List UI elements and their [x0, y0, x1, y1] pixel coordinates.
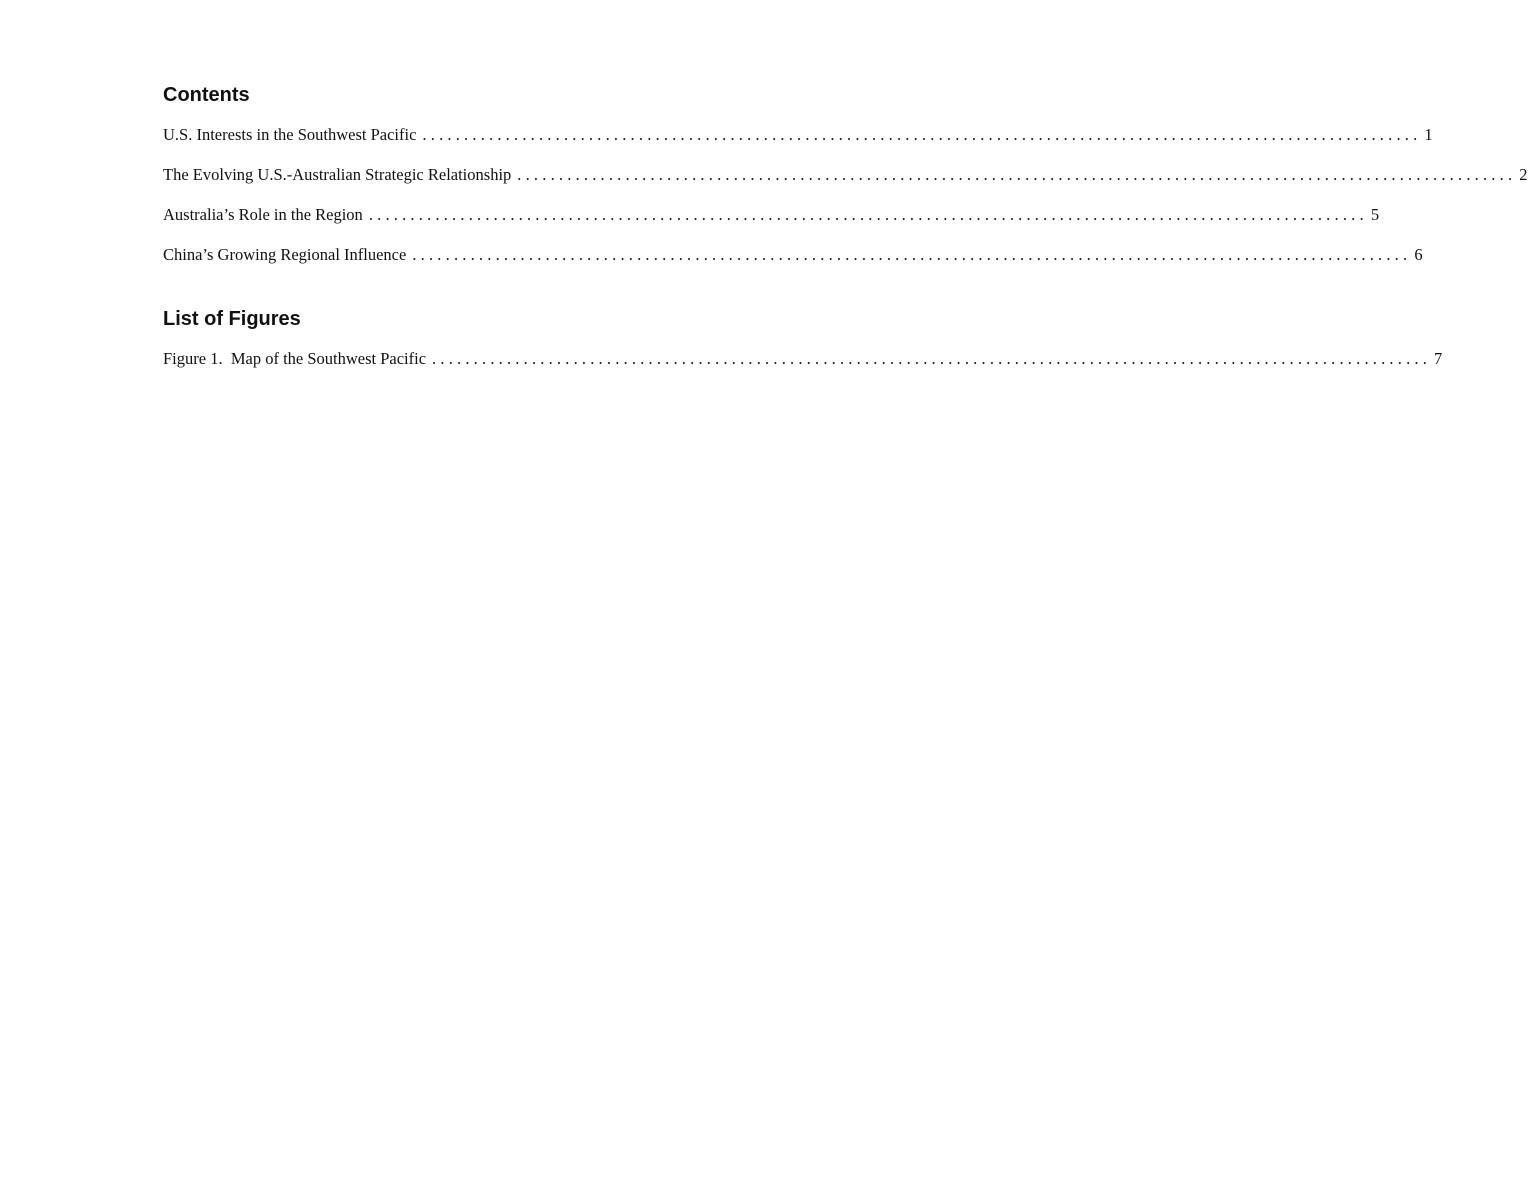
toc-entry-page: 6 — [1414, 245, 1423, 264]
figures-heading: List of Figures — [163, 308, 301, 330]
toc-entry-title: China’s Growing Regional Influence — [163, 245, 407, 264]
toc-entry[interactable] — [163, 165, 1528, 185]
figure-entry-title: Figure 1. Map of the Southwest Pacific — [163, 349, 427, 368]
toc-entry[interactable] — [163, 125, 1433, 145]
figure-entry[interactable] — [163, 349, 1443, 369]
dot-leader: ........................................................................................................................ — [422, 125, 1422, 144]
toc-entry-page: 5 — [1370, 205, 1380, 224]
contents-heading: Contents — [163, 84, 250, 106]
figure-entry-page: 7 — [1434, 349, 1443, 368]
dot-leader: ........................................................................................................................ — [432, 349, 1432, 368]
dot-leader: ........................................................................................................................ — [412, 245, 1412, 264]
contents-list — [163, 125, 1528, 265]
figures-list — [163, 349, 1443, 369]
toc-entry-page: 1 — [1424, 125, 1433, 144]
document-page — [163, 83, 1528, 369]
toc-entry-title: Australia’s Role in the Region — [163, 205, 363, 224]
toc-entry-title: The Evolving U.S.-Australian Strategic Relationship — [163, 165, 512, 184]
toc-entry[interactable] — [163, 205, 1380, 225]
dot-leader: ........................................................................................................................ — [368, 205, 1368, 224]
toc-entry-title: U.S. Interests in the Southwest Pacific — [163, 125, 417, 144]
dot-leader: ........................................................................................................................ — [517, 165, 1517, 184]
toc-entry-page: 2 — [1519, 165, 1528, 184]
toc-entry[interactable] — [163, 245, 1423, 265]
